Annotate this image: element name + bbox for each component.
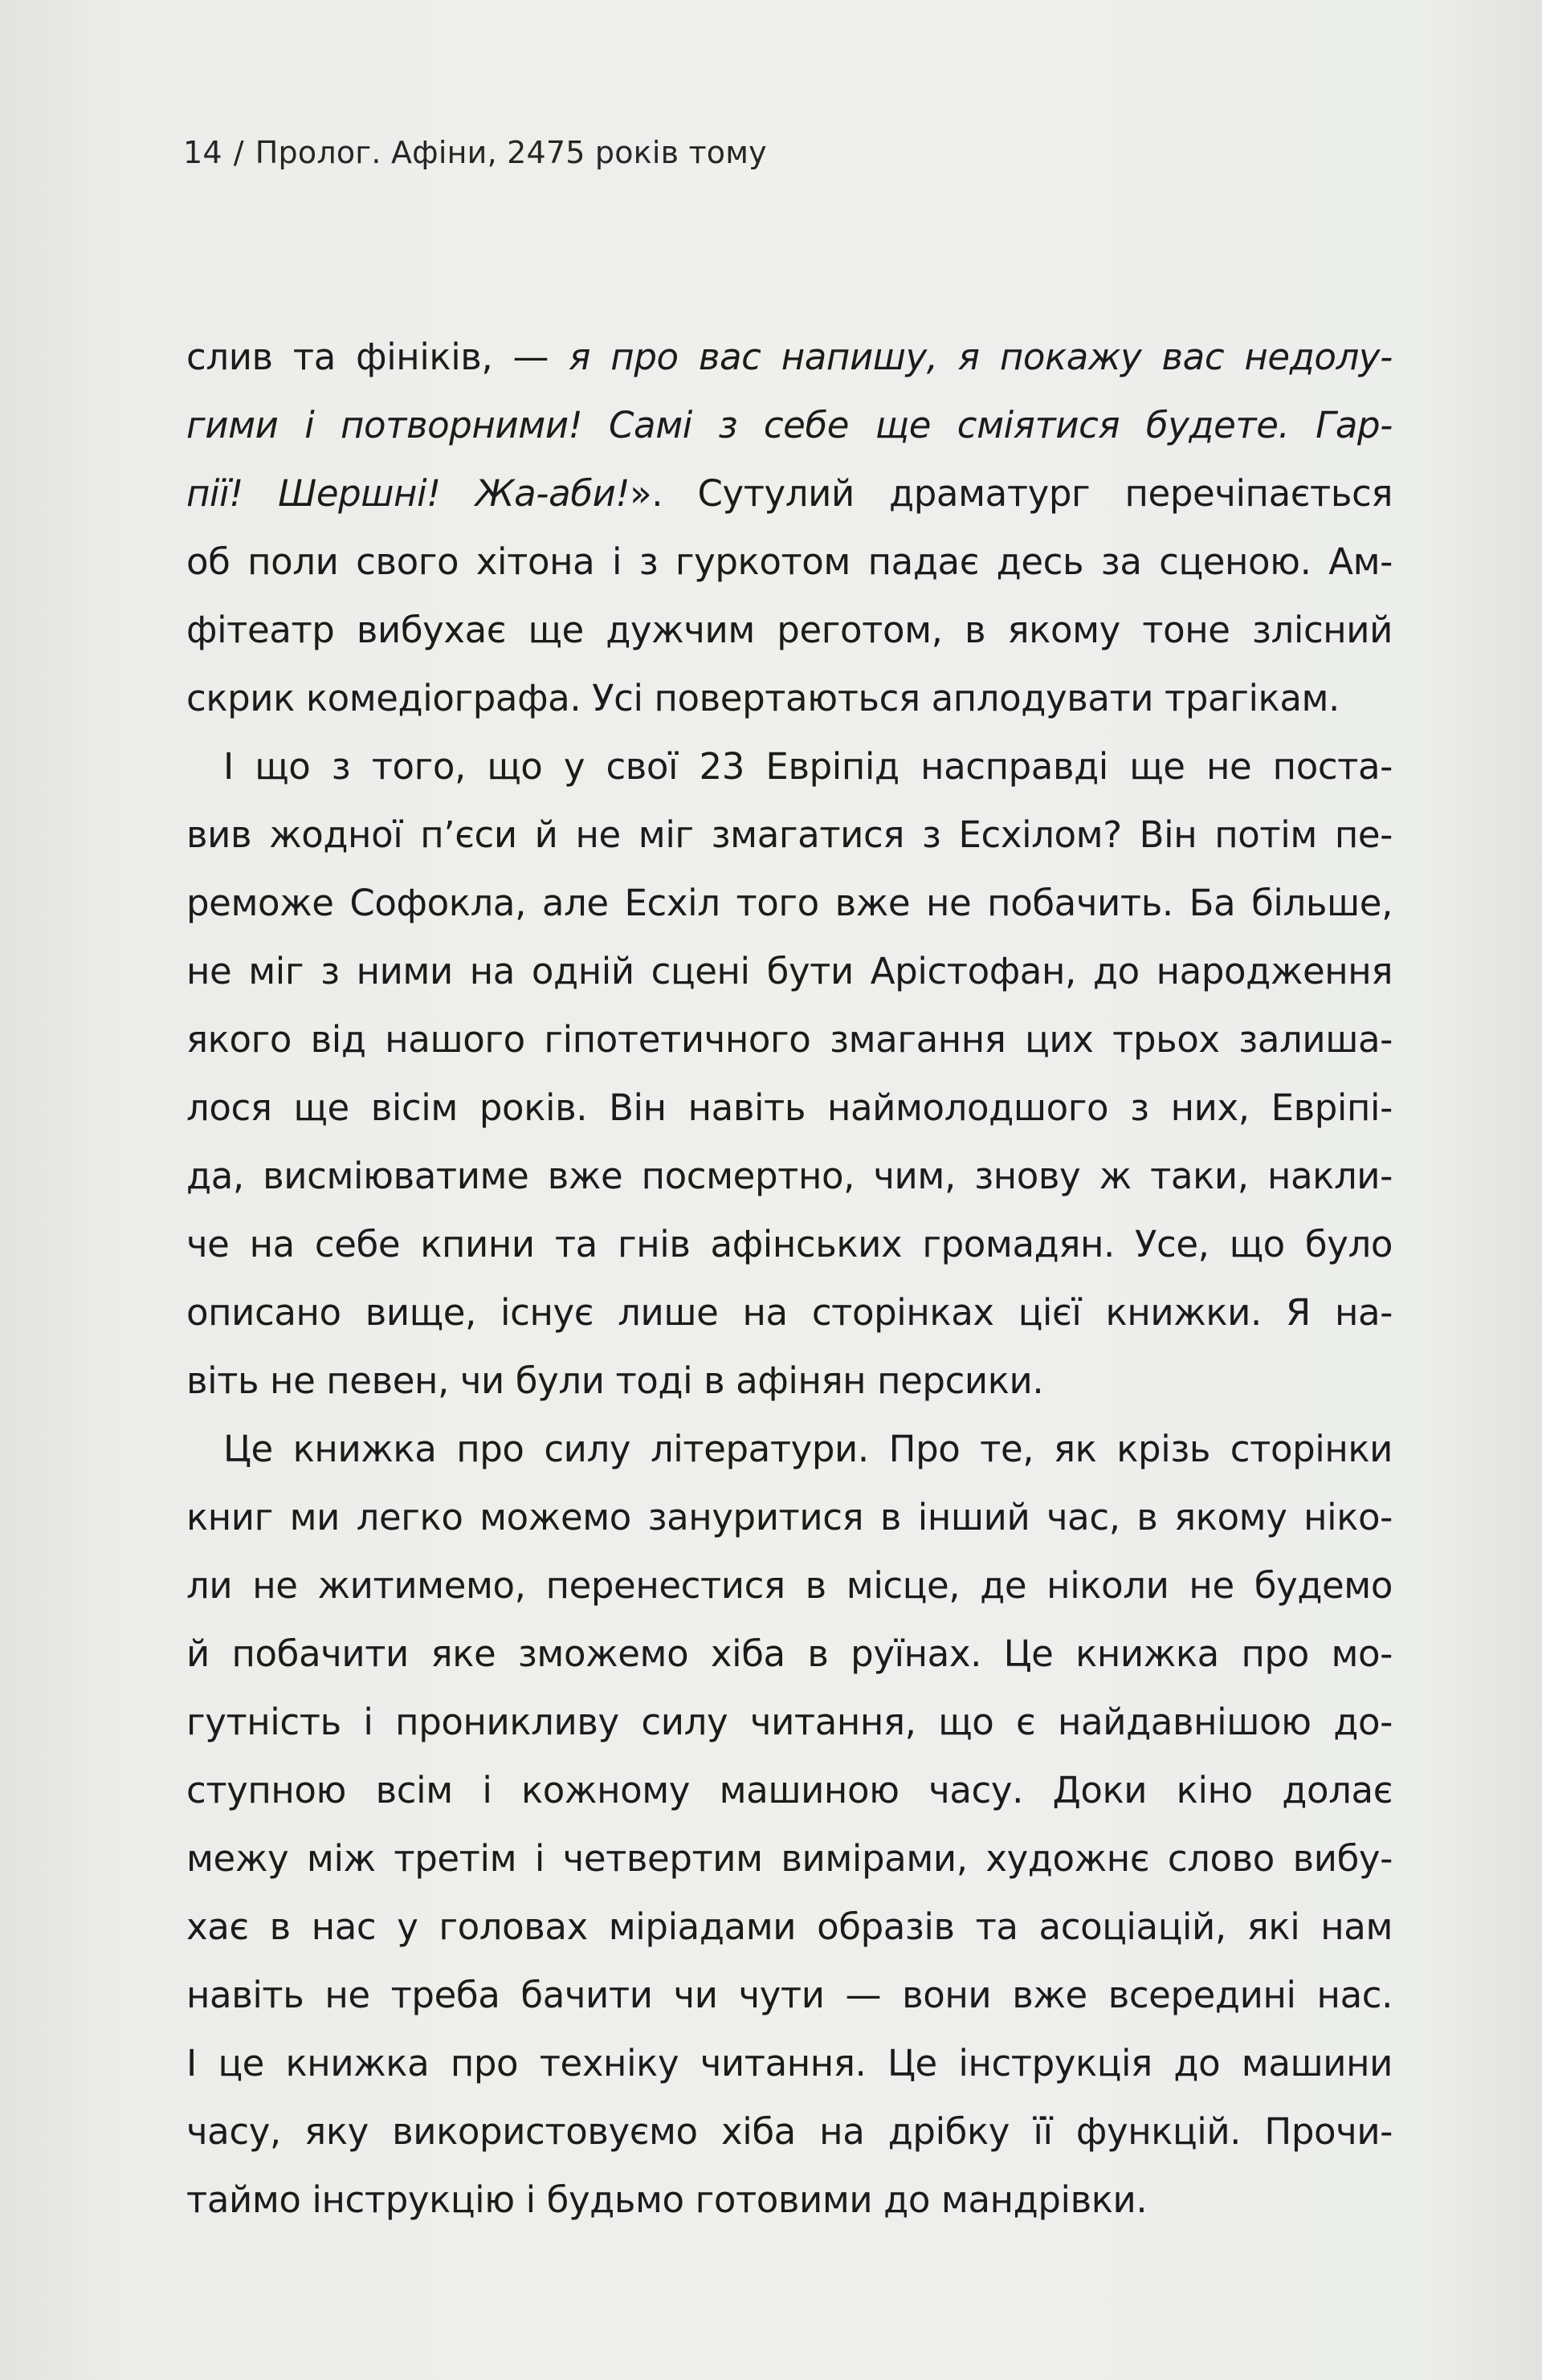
- text-line: [186, 1415, 1393, 1483]
- text-segment: віть не певен, чи були тоді в афінян персики.: [186, 1359, 1044, 1402]
- text-segment: не міг з ними на одній сцені бути Арістофан, до народження: [186, 950, 1393, 992]
- text-segment: Це книжка про силу літератури. Про те, як крізь сторінки: [223, 1428, 1393, 1470]
- text-line: [186, 732, 1393, 801]
- text-segment: межу між третім і четвертим вимірами, художнє слово вибу-: [186, 1837, 1393, 1880]
- text-line: [186, 1278, 1393, 1347]
- paragraph: [186, 323, 1393, 732]
- text-line: [186, 2097, 1393, 2166]
- text-segment: описано вище, існує лише на сторінках цієї книжки. Я на-: [186, 1291, 1393, 1334]
- text-line: [186, 1961, 1393, 2029]
- text-segment: ли не житимемо, перенестися в місце, де ніколи не будемо: [186, 1564, 1393, 1607]
- text-line: [186, 869, 1393, 937]
- text-segment: І це книжка про техніку читання. Це інструкція до машини: [186, 2042, 1393, 2085]
- text-segment: скрик комедіографа. Усі повертаються аплодувати трагікам.: [186, 677, 1340, 719]
- text-line: [186, 1347, 1393, 1415]
- text-segment: че на себе кпини та гнів афінських громадян. Усе, що було: [186, 1223, 1393, 1265]
- text-line: [186, 1620, 1393, 1688]
- text-line: [186, 937, 1393, 1005]
- text-line: [186, 664, 1393, 732]
- text-line: [186, 1210, 1393, 1278]
- text-line: [186, 2166, 1393, 2234]
- text-line: [186, 1824, 1393, 1893]
- text-segment: гутність і проникливу силу читання, що є найдавнішою до-: [186, 1701, 1393, 1743]
- text-segment: фітеатр вибухає ще дужчим реготом, в якому тоне злісний: [186, 609, 1393, 651]
- text-line: [186, 1142, 1393, 1210]
- text-segment: якого від нашого гіпотетичного змагання цих трьох залиша-: [186, 1018, 1393, 1061]
- page-number: 14: [183, 135, 222, 170]
- italic-segment: гими і потворними! Самі з себе ще сміятися будете. Гар-: [186, 404, 1393, 446]
- text-segment: да, висміюватиме вже посмертно, чим, знову ж таки, накли-: [186, 1155, 1393, 1197]
- text-segment: вив жодної п’єси й не міг змагатися з Есхілом? Він потім пе-: [186, 813, 1393, 856]
- text-line: [186, 1551, 1393, 1620]
- text-line: [186, 459, 1393, 528]
- text-line: [186, 1074, 1393, 1142]
- text-segment: хає в нас у головах міріадами образів та асоціацій, які нам: [186, 1905, 1393, 1948]
- text-segment: ступною всім і кожному машиною часу. Доки кіно долає: [186, 1769, 1393, 1811]
- text-line: [186, 323, 1393, 391]
- running-title: Пролог. Афіни, 2475 років тому: [255, 135, 767, 170]
- italic-segment: пії! Шершні! Жа-аби!: [186, 472, 630, 515]
- text-line: [186, 1893, 1393, 1961]
- text-line: [186, 801, 1393, 869]
- text-segment: лося ще вісім років. Він навіть наймолодшого з них, Евріпі-: [186, 1086, 1393, 1129]
- text-segment: слив та фініків, —: [186, 336, 569, 378]
- text-segment: ». Сутулий драматург перечіпається: [630, 472, 1393, 515]
- running-head: [183, 135, 767, 170]
- text-segment: об поли свого хітона і з гуркотом падає десь за сценою. Ам-: [186, 540, 1393, 583]
- text-segment: таймо інструкцію і будьмо готовими до мандрівки.: [186, 2178, 1148, 2221]
- header-separator: /: [233, 135, 244, 170]
- text-line: [186, 391, 1393, 459]
- paragraph: [186, 1415, 1393, 2234]
- text-line: [186, 528, 1393, 596]
- text-line: [186, 2029, 1393, 2097]
- text-segment: й побачити яке зможемо хіба в руїнах. Це книжка про мо-: [186, 1632, 1393, 1675]
- body-text: [186, 323, 1393, 2234]
- italic-segment: я про вас напишу, я покажу вас недолу-: [569, 336, 1393, 378]
- text-line: [186, 1756, 1393, 1824]
- paragraph: [186, 732, 1393, 1415]
- text-line: [186, 1483, 1393, 1551]
- text-segment: І що з того, що у свої 23 Евріпід насправді ще не поста-: [223, 745, 1393, 788]
- text-segment: книг ми легко можемо зануритися в інший час, в якому ніко-: [186, 1496, 1393, 1538]
- text-segment: реможе Софокла, але Есхіл того вже не побачить. Ба більше,: [186, 882, 1393, 924]
- text-line: [186, 596, 1393, 664]
- text-line: [186, 1688, 1393, 1756]
- text-line: [186, 1005, 1393, 1074]
- text-segment: часу, яку використовуємо хіба на дрібку її функцій. Прочи-: [186, 2110, 1393, 2153]
- text-segment: навіть не треба бачити чи чути — вони вже всередині нас.: [186, 1974, 1393, 2016]
